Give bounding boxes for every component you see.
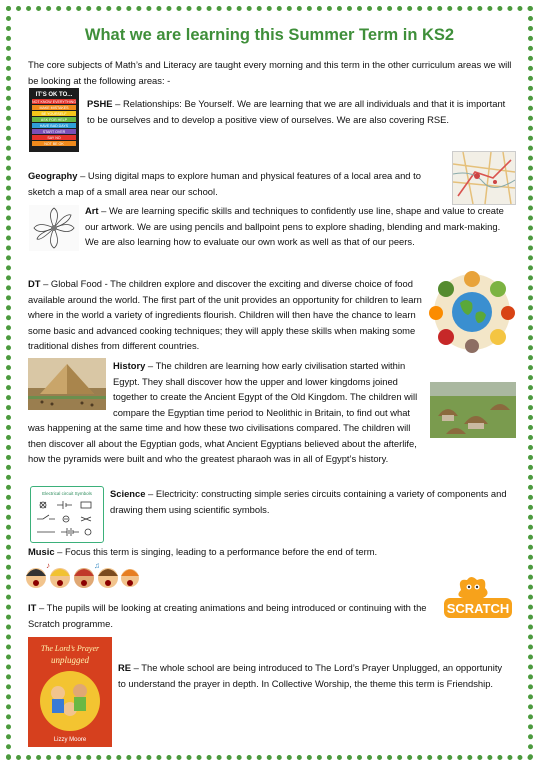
music-text: – Focus this term is singing, leading to a performance before the end of term.	[54, 546, 378, 557]
scratch-logo-graphic	[441, 572, 515, 622]
global-food-graphic	[428, 271, 516, 353]
pshe-text: – Relationships: Be Yourself. We are learning that we are all individuals and that it is important to be ourselves and to develop a positive view of ourselves. We are also covering RSE.	[87, 98, 506, 125]
circuit-symbols-card	[30, 486, 104, 543]
book-title-line-2: unplugged	[51, 655, 89, 665]
music-heading: Music	[28, 546, 55, 557]
poster-line-5: HAVE BAD DAYS	[39, 124, 69, 128]
history-heading: History	[113, 360, 146, 371]
scratch-logo-text: SCRATCH	[446, 601, 510, 616]
it-heading: IT	[28, 602, 37, 613]
singer-5	[121, 569, 139, 587]
scratch-cat-icon	[458, 577, 487, 598]
page-title: What we are learning this Summer Term in KS2	[84, 26, 455, 44]
map-image	[452, 151, 516, 205]
singer-2	[50, 568, 70, 588]
book-author: Lizzy Moore	[53, 737, 87, 743]
poster-line-7: SAY NO	[47, 136, 61, 140]
music-paragraph	[28, 544, 516, 560]
singer-3	[74, 568, 94, 588]
science-paragraph	[110, 486, 515, 517]
singer-4	[98, 568, 118, 588]
globe-icon	[452, 292, 492, 332]
scratch-logo-image	[441, 572, 515, 622]
art-heading: Art	[85, 205, 99, 216]
re-heading: RE	[118, 662, 132, 673]
singer-1	[26, 568, 46, 588]
history-text: – The children are learning how early civilisation started within Egypt. They shall discover how the upper and lower kingdoms joined together to create the Ancient Egypt of the Old Kingdom. The children will compare the Egyptian time period to Neolithic in Britain, to find out what was happening at the same time and how these two civilisations compared. The children will then discover all about the Egyptian gods, what Ancient Egyptians believed about the afterlife, how the pyramids were built and who the greatest pharaoh was in all of Egypt’s history.	[28, 360, 418, 464]
music-note-icon: ♪	[46, 561, 50, 570]
it-paragraph	[28, 600, 438, 631]
lords-prayer-book-image	[28, 637, 112, 747]
poster-line-4: ASK FOR HELP	[40, 118, 68, 122]
history-float-right	[424, 374, 516, 444]
singing-children-image	[24, 560, 140, 596]
poster-line-0: IT’S OK TO...	[35, 92, 73, 98]
poster-line-2: MAKE MISTAKES	[39, 106, 69, 110]
geography-paragraph	[28, 168, 448, 199]
poster-line-6: START OVER	[42, 130, 66, 134]
lords-prayer-book-graphic	[28, 637, 112, 747]
global-food-image	[428, 271, 516, 353]
history-float-left	[28, 358, 113, 411]
art-sketch-graphic	[29, 205, 79, 251]
art-paragraph	[85, 203, 515, 250]
dt-paragraph	[28, 276, 426, 354]
dt-text: – Global Food - The children explore and discover the exciting and diverse choice of food available around the world. The first part of the unit provides an opportunity for children to learn where in the world a variety of ingredients flourish. Children will then have the chance to learn some basic and advanced cooking techniques; they will apply these skills when making some traditional dishes from different countries.	[28, 278, 422, 351]
singing-children-graphic	[24, 560, 140, 596]
art-text: – We are learning specific skills and techniques to confidently use line, shape and value to create our artwork. We are using pencils and ballpoint pens to explore shading, blending and mark-making. We are also learning how to evaluate our own work as well as that of our peers.	[85, 205, 504, 247]
intro-paragraph	[28, 57, 516, 88]
pshe-poster-image	[29, 88, 79, 152]
pshe-paragraph	[87, 96, 507, 127]
art-sketch-image	[29, 205, 79, 251]
map-graphic	[453, 152, 515, 204]
science-text: – Electricity: constructing simple series circuits containing a variety of components and drawing them using scientific symbols.	[110, 488, 507, 515]
it-text: – The pupils will be looking at creating animations and being introduced or continuing with the Scratch programme.	[28, 602, 427, 629]
poster-line-3: BE YOURSELF	[41, 112, 67, 116]
book-title-line-1: The Lord’s Prayer	[40, 644, 100, 653]
history-paragraph	[28, 358, 516, 467]
geography-heading: Geography	[28, 170, 78, 181]
poster-line-8: NOT BE OK	[44, 142, 64, 146]
science-heading: Science	[110, 488, 146, 499]
circuit-symbols-graphic	[31, 487, 103, 542]
re-text: – The whole school are being introduced to The Lord’s Prayer Unplugged, an opportunity to understand the prayer in depth. In Collective Worship, the theme this term is Friendship.	[118, 662, 503, 689]
intro-text: The core subjects of Math’s and Literacy are taught every morning and this term in the other curriculum areas we will be looking at the following areas: -	[28, 59, 512, 86]
re-paragraph	[118, 660, 512, 691]
poster-line-1: NOT KNOW EVERYTHING	[32, 100, 76, 104]
pshe-poster-graphic	[29, 88, 79, 152]
geography-text: – Using digital maps to explore human and physical features of a local area and to sketch a map of a small area near our school.	[28, 170, 421, 197]
pshe-heading: PSHE	[87, 98, 113, 109]
circuit-card-title: Electrical circuit Symbols	[42, 491, 92, 496]
dt-heading: DT	[28, 278, 41, 289]
music-note-icon-2: ♫	[94, 561, 100, 570]
